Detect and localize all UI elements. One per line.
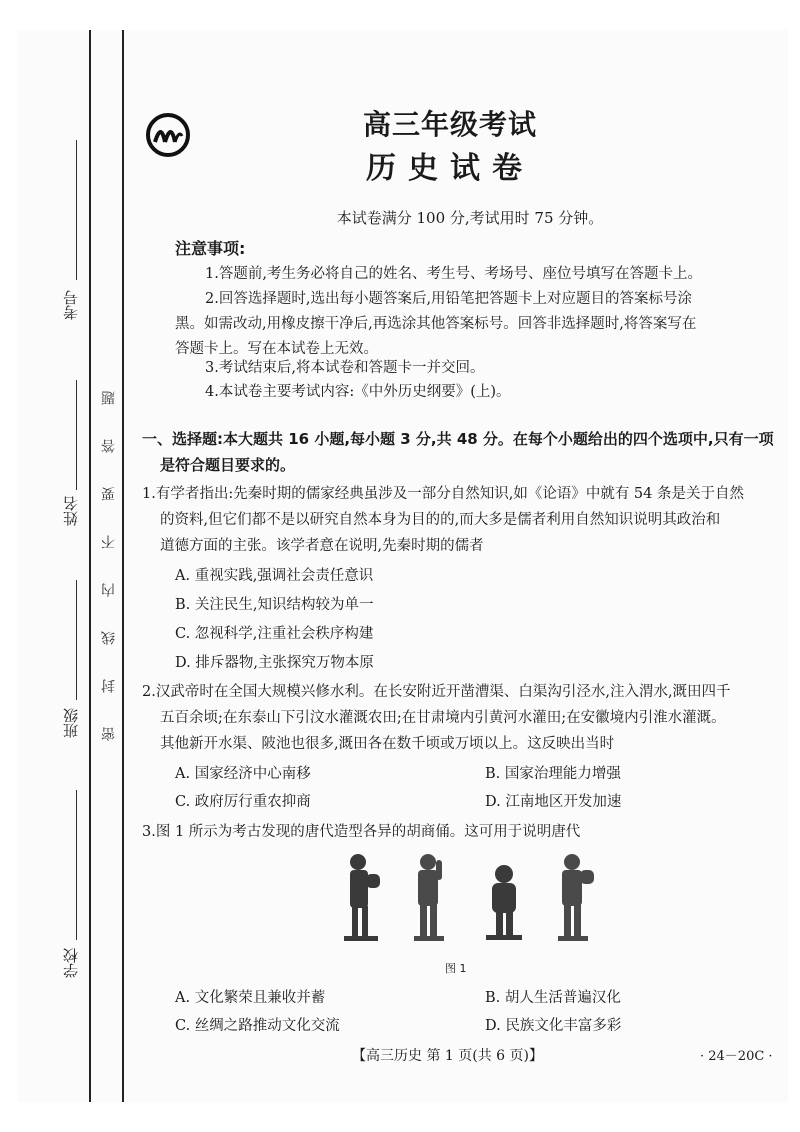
note-line-4: 答题卡上。写在本试卷上无效。 <box>175 341 378 357</box>
figure-1-tang-merchant-figurines <box>322 848 612 948</box>
seal-char-1: 密 <box>101 727 117 741</box>
binding-line-left <box>89 30 91 1102</box>
seal-char-3: 线 <box>101 631 117 645</box>
section-heading-cont: 是符合题目要求的。 <box>160 456 296 474</box>
school-label: 学校 <box>62 948 80 978</box>
q1-option-a: A. 重视实践,强调社会责任意识 <box>175 568 374 584</box>
q3-option-c: C. 丝绸之路推动文化交流 <box>175 1018 340 1034</box>
binding-line-right <box>122 30 124 1102</box>
name-blank <box>76 380 77 490</box>
exam-number-blank <box>76 140 77 280</box>
class-blank <box>76 580 77 700</box>
figure-caption: 图 1 <box>445 962 467 975</box>
q2-stem-line-1: 2.汉武帝时在全国大规模兴修水利。在长安附近开凿漕渠、白渠沟引泾水,注入渭水,溉田四千 <box>142 684 731 700</box>
q3-option-b: B. 胡人生活普遍汉化 <box>485 990 621 1006</box>
paper-code: · 24－20C · <box>700 1049 773 1064</box>
q1-option-d: D. 排斥器物,主张探究万物本原 <box>175 655 374 671</box>
q1-stem-line-3: 道德方面的主张。该学者意在说明,先秦时期的儒者 <box>160 538 484 554</box>
notes-title: 注意事项: <box>175 239 246 258</box>
q2-stem-line-3: 其他新开水渠、陂池也很多,溉田各在数千顷或万顷以上。这反映出当时 <box>160 736 615 752</box>
school-blank <box>76 790 77 940</box>
q3-option-d: D. 民族文化丰富多彩 <box>485 1018 622 1034</box>
seal-char-6: 要 <box>101 487 117 501</box>
q3-stem: 3.图 1 所示为考古发现的唐代造型各异的胡商俑。这可用于说明唐代 <box>142 824 581 840</box>
seal-char-7: 答 <box>101 439 117 453</box>
section-heading: 一、选择题:本大题共 16 小题,每小题 3 分,共 48 分。在每个小题给出的四个选项中,只有一项 <box>142 430 774 448</box>
q2-stem-line-2: 五百余顷;在东泰山下引汶水灌溉农田;在甘肃境内引黄河水灌田;在安徽境内引淮水灌溉。 <box>160 710 726 726</box>
q2-option-b: B. 国家治理能力增强 <box>485 766 621 782</box>
note-line-6: 4.本试卷主要考试内容:《中外历史纲要》(上)。 <box>205 384 511 400</box>
figurine-2 <box>414 854 444 941</box>
seal-char-8: 题 <box>101 391 117 405</box>
note-line-3: 黑。如需改动,用橡皮擦干净后,再选涂其他答案标号。回答非选择题时,将答案写在 <box>175 316 697 332</box>
exam-title: 高三年级考试 <box>362 108 537 141</box>
q1-stem-line-2: 的资料,但它们都不是以研究自然本身为目的的,而大多是儒者利用自然知识说明其政治和 <box>160 512 721 528</box>
note-line-1: 1.答题前,考生务必将自己的姓名、考生号、考场号、座位号填写在答题卡上。 <box>205 266 702 282</box>
figurine-3 <box>486 865 522 940</box>
figurine-4 <box>558 854 594 941</box>
seal-char-2: 封 <box>101 679 117 693</box>
exam-number-label: 考号 <box>62 290 80 320</box>
q3-option-a: A. 文化繁荣且兼收并蓄 <box>175 990 326 1006</box>
page-footer: 【高三历史 第 1 页(共 6 页)】 <box>352 1048 543 1064</box>
q2-option-c: C. 政府厉行重农抑商 <box>175 794 311 810</box>
subject-title: 历史试卷 <box>366 151 534 186</box>
name-label: 姓名 <box>62 496 80 526</box>
q1-option-c: C. 忽视科学,注重社会秩序构建 <box>175 626 374 642</box>
score-time-info: 本试卷满分 100 分,考试用时 75 分钟。 <box>336 209 604 227</box>
note-line-2: 2.回答选择题时,选出每小题答案后,用铅笔把答题卡上对应题目的答案标号涂 <box>205 291 693 307</box>
q1-stem-line-1: 1.有学者指出:先秦时期的儒家经典虽涉及一部分自然知识,如《论语》中就有 54 条是关于自然 <box>142 486 744 502</box>
figurine-1 <box>344 854 380 941</box>
class-label: 班级 <box>62 708 80 738</box>
q2-option-a: A. 国家经济中心南移 <box>175 766 311 782</box>
seal-char-5: 不 <box>101 535 117 549</box>
seal-char-4: 内 <box>101 583 117 597</box>
q1-option-b: B. 关注民生,知识结构较为单一 <box>175 597 374 613</box>
q2-option-d: D. 江南地区开发加速 <box>485 794 622 810</box>
publisher-logo-icon <box>145 112 191 158</box>
note-line-5: 3.考试结束后,将本试卷和答题卡一并交回。 <box>205 360 485 376</box>
